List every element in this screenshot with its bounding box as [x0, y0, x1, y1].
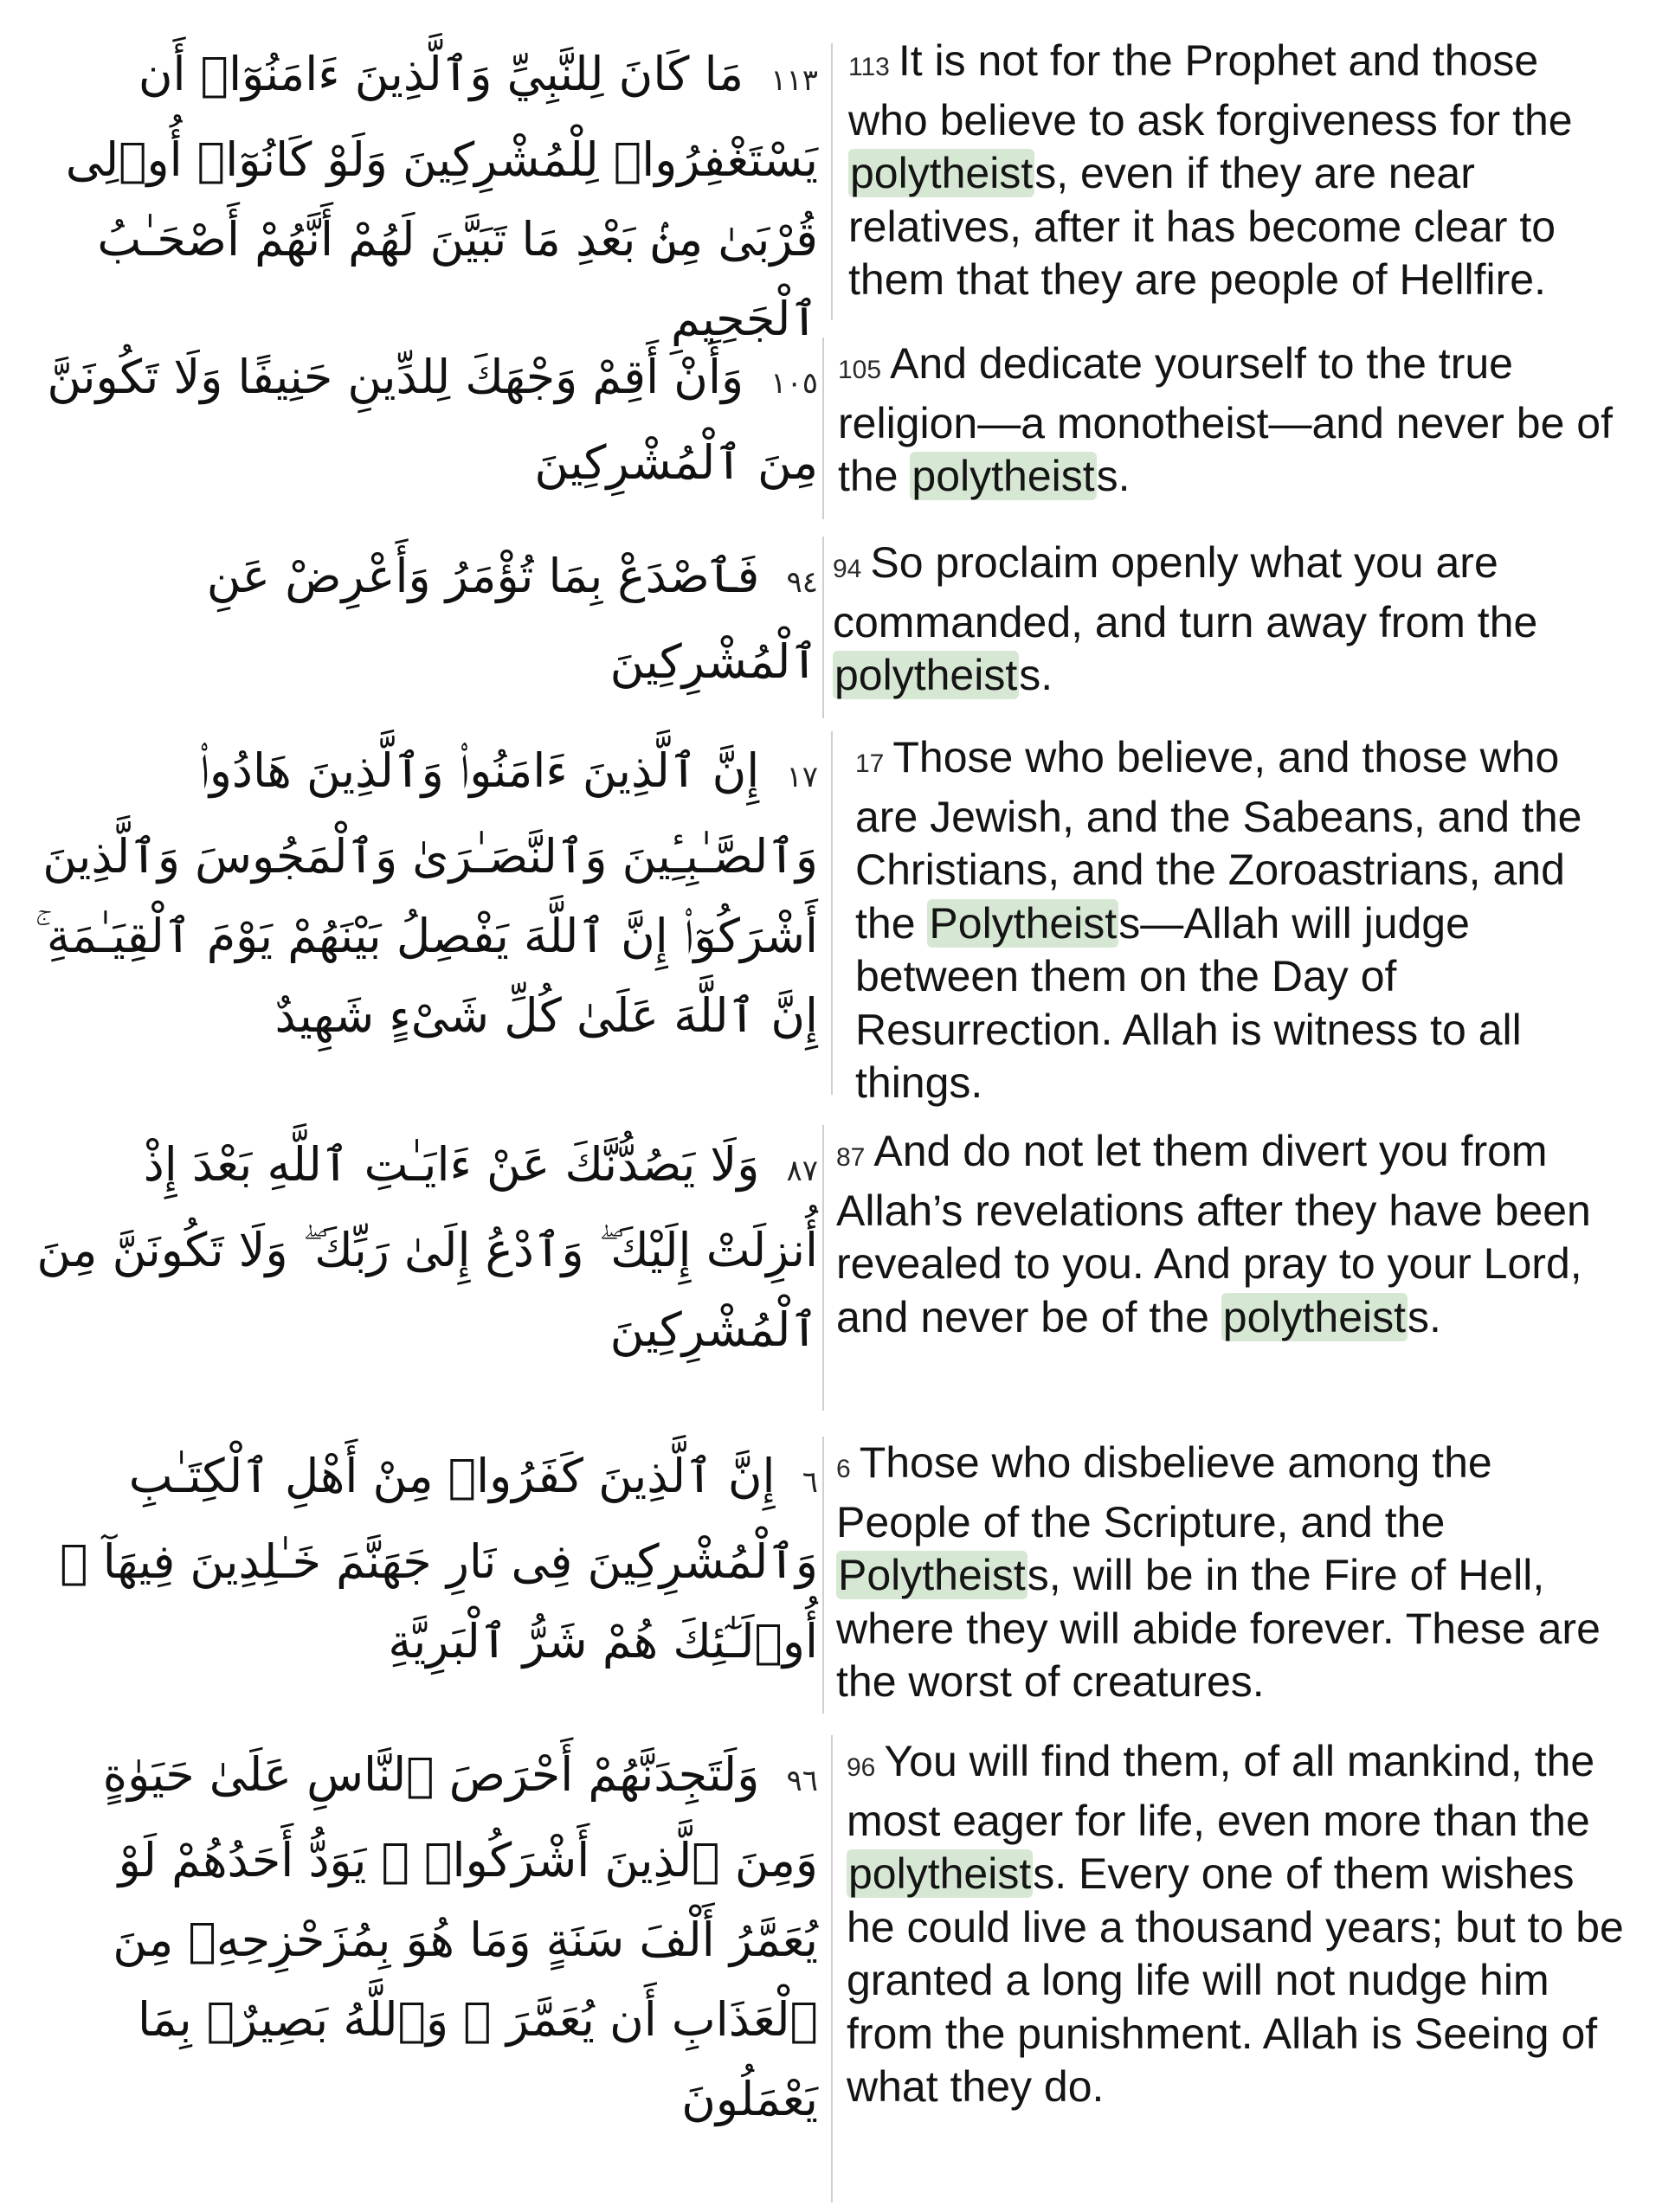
english-verse-number: 94	[833, 555, 862, 583]
arabic-verse-number: ١١٣	[770, 63, 818, 98]
arabic-verse-number: ٩٦	[786, 1764, 818, 1798]
arabic-verse-number: ٩٤	[786, 565, 818, 600]
english-verse-number: 96	[847, 1753, 876, 1782]
arabic-verse	[26, 35, 818, 346]
column-divider	[831, 1735, 833, 2202]
arabic-verse-text: وَلَا يَصُدُّنَّكَ عَنْ ءَايَـٰتِ ٱللَّهِ بَعْدَ إِذْ أُنزِلَتْ إِلَيْكَ ۖ وَٱدْعُ إِلَىٰ رَبِّكَ ۖ وَلَا تَكُونَنَّ مِنَ ٱلْمُشْرِكِينَ	[36, 1137, 818, 1357]
verse-row	[0, 1125, 1662, 1419]
highlighted-term: polytheist	[850, 149, 1034, 197]
arabic-verse	[26, 338, 818, 519]
highlighted-term: Polytheist	[838, 1551, 1026, 1599]
arabic-verse-text: فَٱصْدَعْ بِمَا تُؤْمَرُ وَأَعْرِضْ عَنِ ٱلْمُشْرِكِينَ	[206, 549, 818, 689]
english-verse	[855, 731, 1626, 1110]
english-verse-number: 6	[836, 1455, 851, 1483]
highlighted-term: polytheist	[848, 1849, 1032, 1898]
highlighted-term: polytheist	[1222, 1292, 1407, 1341]
english-text-after: s.	[1096, 452, 1131, 500]
english-text-after: s, even if they are near relatives, after it has become clear to them that they are people of Hellfire.	[848, 149, 1556, 304]
verse-row	[0, 35, 1662, 346]
column-divider	[822, 1125, 824, 1411]
column-divider	[831, 731, 833, 1095]
english-verse	[847, 1735, 1626, 2114]
english-text-after: s—Allah will judge between them on the Day of Resurrection. Allah is witness to all things.	[855, 898, 1522, 1107]
arabic-verse	[26, 537, 818, 718]
english-text-before: Those who believe, and those who are Jewish, and the Sabeans, and the Christians, and the Zoroastrians, and the	[855, 733, 1582, 948]
column-divider	[822, 1437, 824, 1714]
english-text-after: s, will be in the Fire of Hell, where they will abide forever. These are the worst of creatures.	[836, 1551, 1601, 1706]
arabic-verse-text: إِنَّ ٱلَّذِينَ كَفَرُوا۟ مِنْ أَهْلِ ٱلْكِتَـٰبِ وَٱلْمُشْرِكِينَ فِى نَارِ جَهَنَّمَ خَـٰلِدِينَ فِيهَآ ۚ أُو۟لَـٰٓئِكَ هُمْ شَرُّ ٱلْبَرِيَّةِ	[60, 1449, 818, 1669]
verse-row	[0, 1437, 1662, 1722]
english-text-before: And dedicate yourself to the true religion—a monotheist—and never be of the	[838, 339, 1613, 500]
english-text-after: s.	[1019, 651, 1053, 699]
arabic-verse-number: ٨٧	[786, 1154, 818, 1188]
arabic-verse-text: مَا كَانَ لِلنَّبِيِّ وَٱلَّذِينَ ءَامَنُوٓا۟ أَن يَسْتَغْفِرُوا۟ لِلْمُشْرِكِينَ وَلَوْ كَانُوٓا۟ أُو۟لِى قُرْبَىٰ مِنۢ بَعْدِ مَا تَبَيَّنَ لَهُمْ أَنَّهُمْ أَصْحَـٰبُ ٱلْجَحِيمِ	[65, 47, 818, 346]
arabic-verse-number: ١٠٥	[770, 366, 818, 401]
english-text-before: You will find them, of all mankind, the most eager for life, even more than the	[847, 1737, 1595, 1845]
english-verse-number: 87	[836, 1143, 866, 1172]
arabic-verse-text: إِنَّ ٱلَّذِينَ ءَامَنُوا۟ وَٱلَّذِينَ هَادُوا۟ وَٱلصَّـٰبِـِٔينَ وَٱلنَّصَـٰرَىٰ وَٱلْمَجُوسَ وَٱلَّذِينَ أَشْرَكُوٓا۟ إِنَّ ٱللَّهَ يَفْصِلُ بَيْنَهُمْ يَوْمَ ٱلْقِيَـٰمَةِ ۚ إِنَّ ٱللَّهَ عَلَىٰ كُلِّ شَىْءٍ شَهِيدٌ	[35, 743, 818, 1043]
column-divider	[831, 43, 833, 320]
english-text-before: It is not for the Prophet and those who believe to ask forgiveness for the	[848, 36, 1573, 145]
verse-row	[0, 338, 1662, 519]
verse-row	[0, 731, 1662, 1107]
english-verse-number: 113	[848, 53, 890, 81]
english-verse-number: 17	[855, 749, 885, 778]
english-text-after: s. Every one of them wishes he could live a thousand years; but to be granted a long life will not nudge him from the punishment. Allah is Seeing of what they do.	[847, 1849, 1624, 2111]
column-divider	[822, 338, 824, 519]
arabic-verse	[26, 1125, 818, 1419]
english-text-after: s.	[1408, 1292, 1441, 1341]
english-verse	[838, 338, 1617, 504]
english-verse	[833, 537, 1612, 703]
arabic-verse	[26, 1735, 818, 2202]
english-text-before: Those who disbelieve among the People of the Scripture, and the	[836, 1438, 1492, 1546]
english-text-before: And do not let them divert you from Allah’s revelations after they have been revealed to you. And pray to your Lord, and never be of the	[836, 1127, 1591, 1341]
verse-row	[0, 1735, 1662, 2202]
english-verse	[836, 1125, 1615, 1344]
arabic-verse-text: وَأَنْ أَقِمْ وَجْهَكَ لِلدِّينِ حَنِيفًا وَلَا تَكُونَنَّ مِنَ ٱلْمُشْرِكِينَ	[47, 350, 818, 490]
arabic-verse	[26, 1437, 818, 1722]
english-verse	[848, 35, 1627, 307]
english-verse-number: 105	[838, 356, 882, 384]
arabic-verse	[26, 731, 818, 1095]
arabic-verse-text: وَلَتَجِدَنَّهُمْ أَحْرَصَ ٱلنَّاسِ عَلَىٰ حَيَوٰةٍ وَمِنَ ٱلَّذِينَ أَشْرَكُوا۟ ۚ يَوَدُّ أَحَدُهُمْ لَوْ يُعَمَّرُ أَلْفَ سَنَةٍ وَمَا هُوَ بِمُزَحْزِحِهِۦ مِنَ ٱلْعَذَابِ أَن يُعَمَّرَ ۗ وَٱللَّهُ بَصِيرٌۢ بِمَا يَعْمَلُونَ	[102, 1747, 818, 2126]
highlighted-term: polytheist	[834, 651, 1018, 699]
english-verse	[836, 1437, 1615, 1709]
column-divider	[822, 537, 824, 718]
highlighted-term: polytheist	[912, 452, 1095, 500]
english-text-before: So proclaim openly what you are commanded, and turn away from the	[833, 538, 1538, 646]
verse-row	[0, 537, 1662, 718]
highlighted-term: Polytheist	[929, 898, 1118, 948]
arabic-verse-number: ٦	[802, 1465, 818, 1500]
arabic-verse-number: ١٧	[786, 760, 818, 794]
